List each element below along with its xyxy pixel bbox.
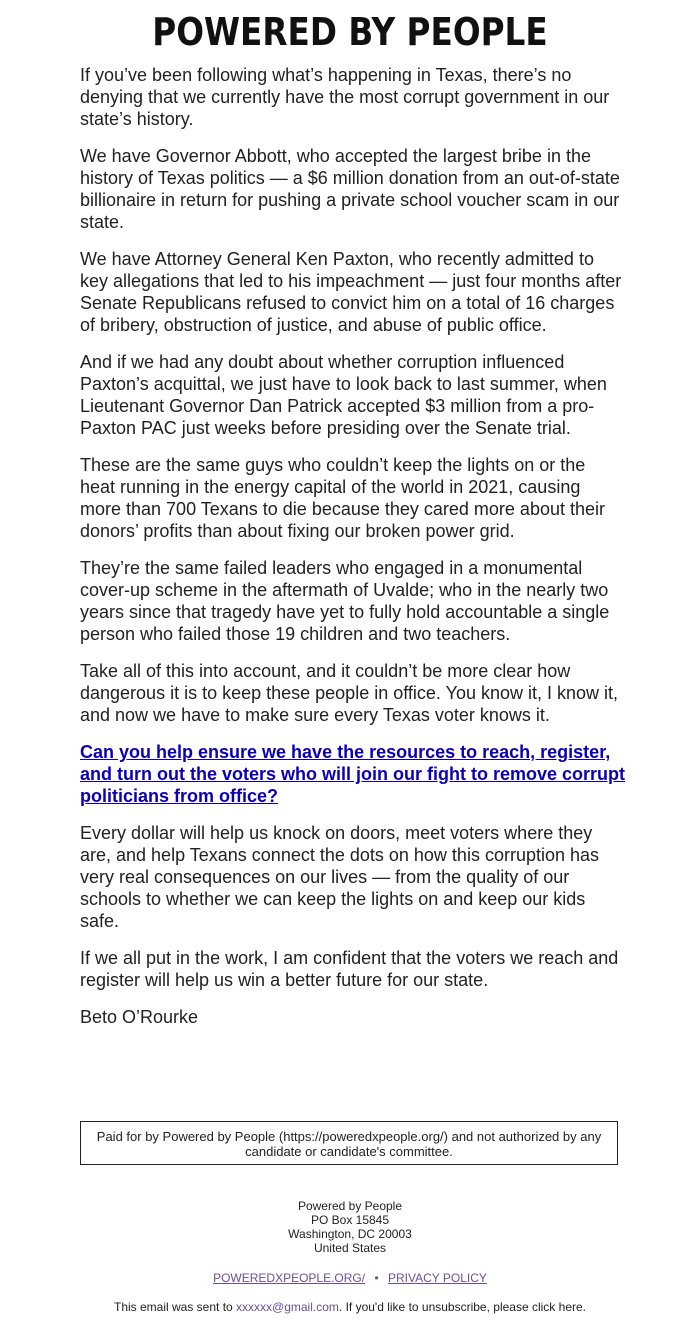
footer-links: [0, 1271, 700, 1285]
recipient-email[interactable]: xxxxxx@gmail.com: [236, 1300, 339, 1314]
privacy-policy-link[interactable]: PRIVACY POLICY: [388, 1271, 487, 1285]
donate-cta-link[interactable]: Can you help ensure we have the resources to reach, register, and turn out the voters who will join our fight to remove corrupt politicians from office?: [80, 742, 626, 806]
paragraph: They’re the same failed leaders who engaged in a monumental cover-up scheme in the aftermath of Uvalde; who in the nearly two years since that tragedy have yet to fully hold accountable a single person who failed those 19 children and two teachers.: [80, 558, 610, 644]
paid-for-disclaimer: Paid for by Powered by People (https://poweredxpeople.org/) and not authorized by any candidate or candidate's committee.: [80, 1121, 618, 1165]
paragraph: If we all put in the work, I am confident that the voters we reach and register will help us win a better future for our state.: [80, 948, 619, 990]
address-line: Washington, DC 20003: [288, 1227, 412, 1241]
paragraph: These are the same guys who couldn’t keep the lights on or the heat running in the energy capital of the world in 2021, causing more than 700 Texans to die because they cared more about their donors’ profits than about fixing our broken power grid.: [80, 455, 605, 541]
mailing-address: [0, 1199, 700, 1255]
address-line: PO Box 15845: [310, 1213, 390, 1227]
address-country: United States: [313, 1241, 387, 1255]
paragraph: Take all of this into account, and it couldn’t be more clear how dangerous it is to keep these people in office. You know it, I know it, and now we have to make sure every Texas voter knows it.: [80, 661, 619, 725]
paragraph: If you’ve been following what’s happening in Texas, there’s no denying that we currently have the most corrupt government in our state’s history.: [80, 65, 610, 129]
logo: POWERED BY PEOPLE: [152, 10, 548, 54]
signature: Beto O’Rourke: [80, 1007, 199, 1027]
separator-dot: •: [374, 1271, 379, 1285]
sent-suffix[interactable]: . If you'd like to unsubscribe, please click here.: [338, 1300, 586, 1314]
paragraph: And if we had any doubt about whether corruption influenced Paxton’s acquittal, we just have to look back to last summer, when Lieutenant Governor Dan Patrick accepted $3 million from a pro-Paxton PAC just weeks before presiding over the Senate trial.: [80, 352, 607, 438]
paragraph: We have Governor Abbott, who accepted the largest bribe in the history of Texas politics — a $6 million donation from an out-of-state billionaire in return for pushing a private school voucher scam in our state.: [80, 146, 620, 232]
email-body: [80, 64, 625, 1043]
website-link[interactable]: POWEREDXPEOPLE.ORG/: [213, 1271, 366, 1285]
paragraph: Every dollar will help us knock on doors, meet voters where they are, and help Texans connect the dots on how this corruption has very real consequences on our lives — from the quality of our schools to whether we can keep the lights on and keep our kids safe.: [80, 823, 600, 931]
paragraph: We have Attorney General Ken Paxton, who recently admitted to key allegations that led to his impeachment — just four months after Senate Republicans refused to convict him on a total of 16 charges of bribery, obstruction of justice, and abuse of public office.: [80, 249, 622, 335]
org-name: Powered by People: [297, 1199, 403, 1213]
cta-paragraph: [80, 741, 625, 807]
unsubscribe-notice: [0, 1300, 700, 1314]
sent-prefix: This email was sent to: [113, 1300, 237, 1314]
